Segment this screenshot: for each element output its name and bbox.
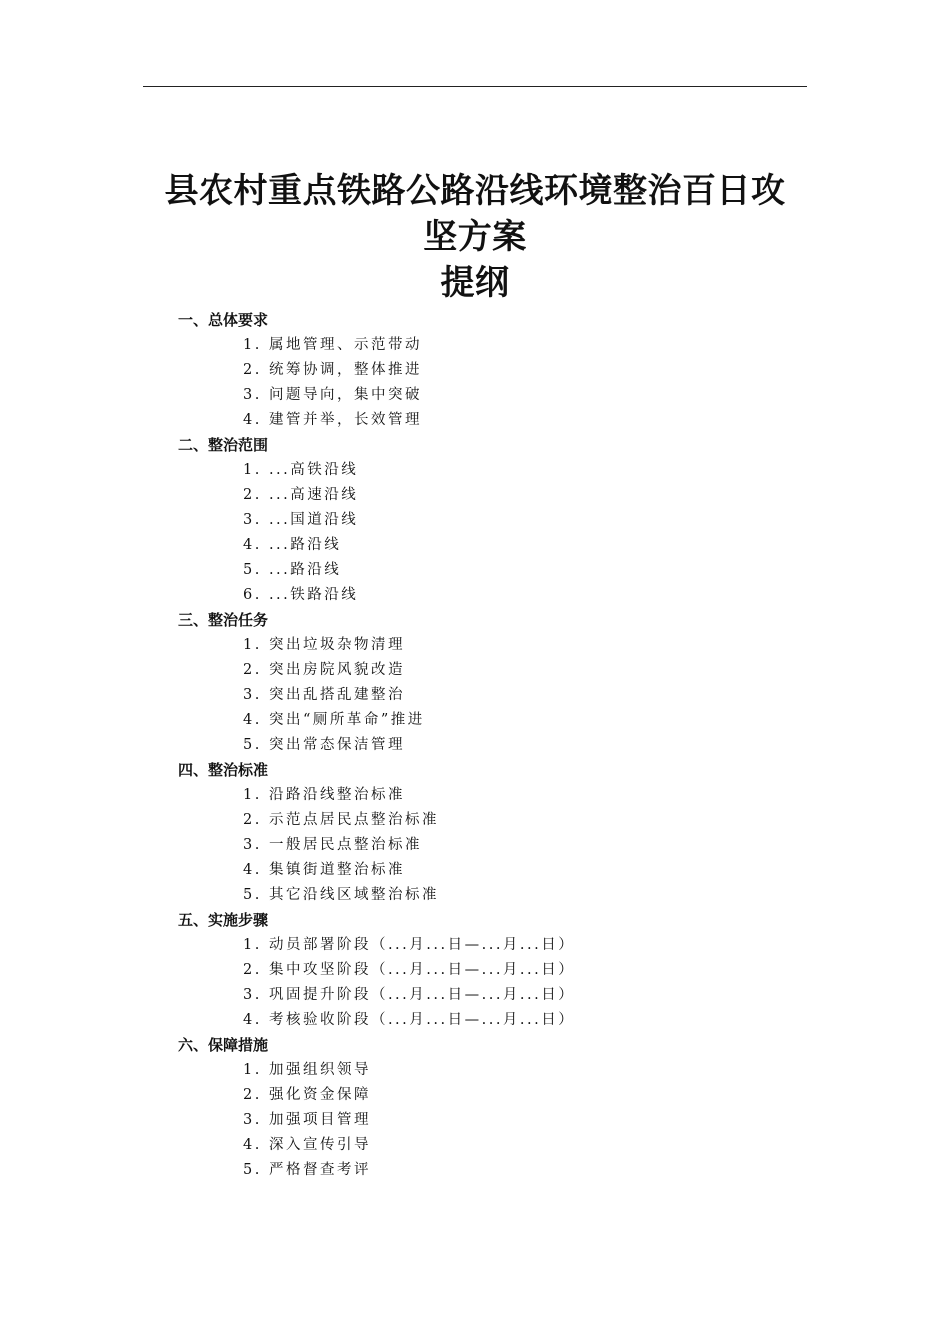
outline-item: 5. ...路沿线: [243, 562, 342, 578]
outline-item: 4. 集镇街道整治标准: [243, 862, 405, 878]
outline-item: 5. 其它沿线区域整治标准: [243, 887, 439, 903]
outline-item: 4. 考核验收阶段（...月...日—...月...日）: [243, 1012, 576, 1028]
section-items: [0, 333, 950, 433]
outline-item: 4. 建管并举，长效管理: [243, 412, 422, 428]
document-title: [140, 168, 810, 306]
outline-item: 6. ...铁路沿线: [243, 587, 359, 603]
section-heading: 二、整治范围: [178, 436, 269, 454]
outline-item: 5. 严格督查考评: [243, 1162, 371, 1178]
outline-item: 3. 问题导向，集中突破: [243, 387, 422, 403]
outline-item: 2. 强化资金保障: [243, 1087, 371, 1103]
section-heading: 六、保障措施: [178, 1036, 269, 1054]
title-line-1: 县农村重点铁路公路沿线环境整治百日攻: [164, 171, 786, 211]
section-heading: 四、整治标准: [178, 761, 269, 779]
outline-item: 3. 突出乱搭乱建整治: [243, 687, 405, 703]
outline-list: [0, 308, 950, 1183]
outline-item: 2. 示范点居民点整治标准: [243, 812, 439, 828]
outline-item: 1. 属地管理、示范带动: [243, 337, 422, 353]
outline-section: [0, 758, 950, 908]
outline-item: 1. ...高铁沿线: [243, 462, 359, 478]
section-items: [0, 458, 950, 608]
title-line-2: 坚方案: [423, 217, 527, 257]
outline-item: 2. ...高速沿线: [243, 487, 359, 503]
outline-item: 1. 沿路沿线整治标准: [243, 787, 405, 803]
outline-item: 3. 巩固提升阶段（...月...日—...月...日）: [243, 987, 576, 1003]
outline-section: [0, 433, 950, 608]
outline-item: 1. 突出垃圾杂物清理: [243, 637, 405, 653]
outline-item: 4. 突出“厕所革命”推进: [243, 712, 425, 728]
section-heading: 一、总体要求: [178, 311, 269, 329]
outline-item: 1. 加强组织领导: [243, 1062, 371, 1078]
outline-item: 4. ...路沿线: [243, 537, 342, 553]
outline-item: 2. 突出房院风貌改造: [243, 662, 405, 678]
outline-item: 2. 统筹协调，整体推进: [243, 362, 422, 378]
outline-item: 5. 突出常态保洁管理: [243, 737, 405, 753]
outline-item: 3. 一般居民点整治标准: [243, 837, 422, 853]
section-items: [0, 933, 950, 1033]
outline-item: 1. 动员部署阶段（...月...日—...月...日）: [243, 937, 576, 953]
outline-item: 2. 集中攻坚阶段（...月...日—...月...日）: [243, 962, 576, 978]
section-items: [0, 1058, 950, 1183]
outline-section: [0, 908, 950, 1033]
section-heading: 五、实施步骤: [178, 911, 269, 929]
outline-section: [0, 1033, 950, 1183]
outline-item: 3. 加强项目管理: [243, 1112, 371, 1128]
section-heading: 三、整治任务: [178, 611, 269, 629]
outline-section: [0, 308, 950, 433]
title-line-3: 提纲: [440, 263, 510, 303]
section-items: [0, 633, 950, 758]
outline-section: [0, 608, 950, 758]
header-rule: [143, 86, 807, 87]
outline-item: 3. ...国道沿线: [243, 512, 359, 528]
outline-item: 4. 深入宣传引导: [243, 1137, 371, 1153]
section-items: [0, 783, 950, 908]
